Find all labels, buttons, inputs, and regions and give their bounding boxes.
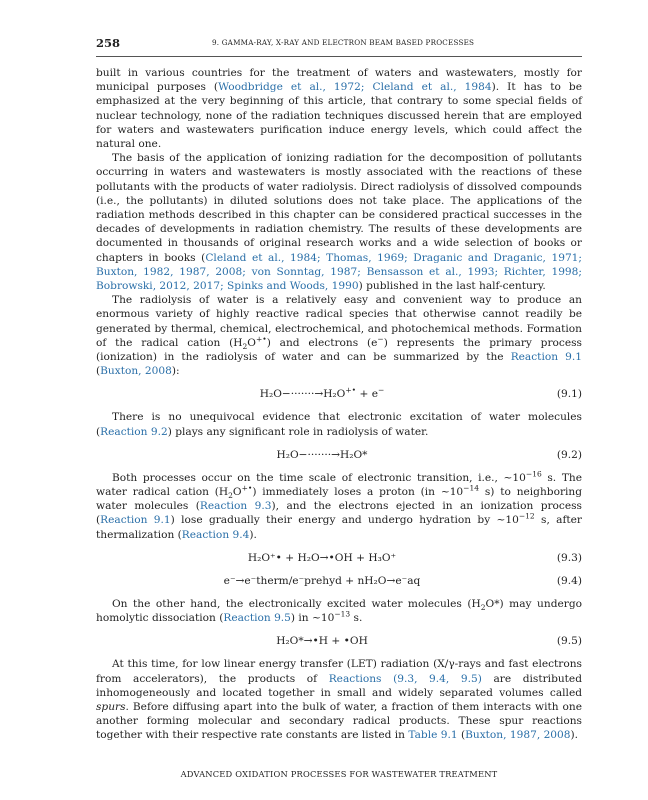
equation-9-2: H₂O−·······→H₂O* (9.2) (276, 448, 582, 461)
reaction-link[interactable]: Reaction 9.1 (510, 351, 582, 364)
paragraph: At this time, for low linear energy transfer (LET) radiation (X/γ-rays and fast electrons from accelerators), the products of Reactions (9.3, 9.4, 9.5) are distributed inhomogeneously and located together in small and widely separated volumes called spurs. Before diffusing apart into the bulk of water, a fraction of them interacts with one another forming molecular and secondary radical products. These spur reactions together with their respective rate constants are listed in Table 9.1 (Buxton, 1987, 2008). (96, 658, 582, 742)
paragraph: There is no unequivocal evidence that electronic excitation of water molecules (Reaction 9.2) plays any significant role in radiolysis of water. (96, 411, 582, 438)
equation-number: (9.2) (556, 448, 582, 461)
reaction-link[interactable]: Reaction 9.2 (100, 425, 168, 438)
reaction-link[interactable]: Reaction 9.3 (199, 500, 272, 513)
equation-9-3: H₂O⁺• + H₂O→•OH + H₃O⁺ (9.3) (247, 551, 582, 564)
reaction-link[interactable]: Reaction 9.4 (181, 528, 250, 541)
paragraph: Both processes occur on the time scale of electronic transition, i.e., $\sim 10^{-16}$ s. The water radical cation $(H_2O^{+•})$ immediately loses a proton (in $\sim 10^{-14}$ s) to neighboring water molecules (Reaction 9.3), and the electrons ejected in an ionization process (Reaction 9.1) lose gradually their energy and undergo hydration by $\sim 10^{-12}$ s, after thermalization (Reaction 9.4). (96, 469, 582, 541)
citation-link[interactable]: Buxton, 2008 (100, 365, 172, 378)
equation-number: (9.4) (556, 574, 582, 587)
equation-9-1: H₂O−·······→H₂O+• + e− (9.1) (259, 385, 582, 401)
running-title: 9. GAMMA-RAY, X-RAY AND ELECTRON BEAM BASED PROCESSES (212, 38, 475, 47)
paragraph: The radiolysis of water is a relatively easy and convenient way to produce an enormous variety of highly reactive radical species that otherwise cannot readily be generated by thermal, chemical, electrochemical, and photochemical methods. Formation of the radical cation $(H_2O^{+•})$ and electrons (e−) represents the primary process (ionization) in the radiolysis of water and can be summarized by the Reaction 9.1 (Buxton, 2008): (96, 294, 582, 378)
equation-9-4: e⁻→e⁻therm/e⁻prehyd + nH₂O→e⁻aq (9.4) (223, 574, 582, 587)
page-header (96, 36, 582, 57)
equation-number: (9.3) (556, 551, 582, 564)
equation-number: (9.1) (556, 388, 582, 401)
paragraph: On the other hand, the electronically excited water molecules $(H_2O*)$ may undergo homolytic dissociation (Reaction 9.5) in $\sim 10^{-13}$ s. (96, 597, 582, 625)
citation-link[interactable]: Buxton, 1987, 2008 (465, 729, 571, 742)
paragraph: The basis of the application of ionizing radiation for the decomposition of pollutants occurring in waters and wastewaters is mostly associated with the reactions of these pollutants with the products of water radiolysis. Direct radiolysis of dissolved compounds (i.e., the pollutants) in diluted solutions does not take place. The applications of the radiation methods described in this chapter can be considered practical successes in the decades of developments in radiation chemistry. The results of these developments are documented in thousands of original research works and a wide selection of books or chapters in books (Cleland et al., 1984; Thomas, 1969; Draganic and Draganic, 1971; Buxton, 1982, 1987, 2008; von Sonntag, 1987; Bensasson et al., 1993; Richter, 1998; Bobrowski, 2012, 2017; Spinks and Woods, 1990) published in the last half-century. (96, 152, 582, 293)
citation-link[interactable]: Cleland et al., 1984; Thomas, 1969; Draganic and Draganic, 1971; Buxton, 1982, 1987, 2008; von Sonntag, 1987; Bensasson et al., 1993; Richter, 1998; Bobrowski, 2012, 2017; Spinks and Woods, 1990 (96, 251, 582, 293)
equation-number: (9.5) (556, 635, 582, 648)
citation-link[interactable]: Woodbridge et al., 1972; Cleland et al., 1984 (218, 81, 492, 94)
paragraph: built in various countries for the treatment of waters and wastewaters, mostly for municipal purposes (Woodbridge et al., 1972; Cleland et al., 1984). It has to be emphasized at the very beginning of this article, that contrary to some special fields of nuclear technology, none of the radiation techniques discussed herein that are employed for waters and wastewaters purification induce energy levels, which could affect the natural one. (96, 67, 582, 151)
equation-9-5: H₂O*→•H + •OH (9.5) (276, 635, 582, 648)
page-body (96, 66, 582, 743)
page-footer: ADVANCED OXIDATION PROCESSES FOR WASTEWATER TREATMENT (180, 769, 498, 779)
reaction-link[interactable]: Reaction 9.1 (100, 514, 171, 527)
page-number: 258 (96, 36, 121, 50)
reaction-link[interactable]: Reaction 9.5 (223, 612, 291, 625)
table-link[interactable]: Table 9.1 (408, 729, 458, 742)
reaction-link[interactable]: Reactions (9.3, 9.4, 9.5) (328, 672, 482, 685)
